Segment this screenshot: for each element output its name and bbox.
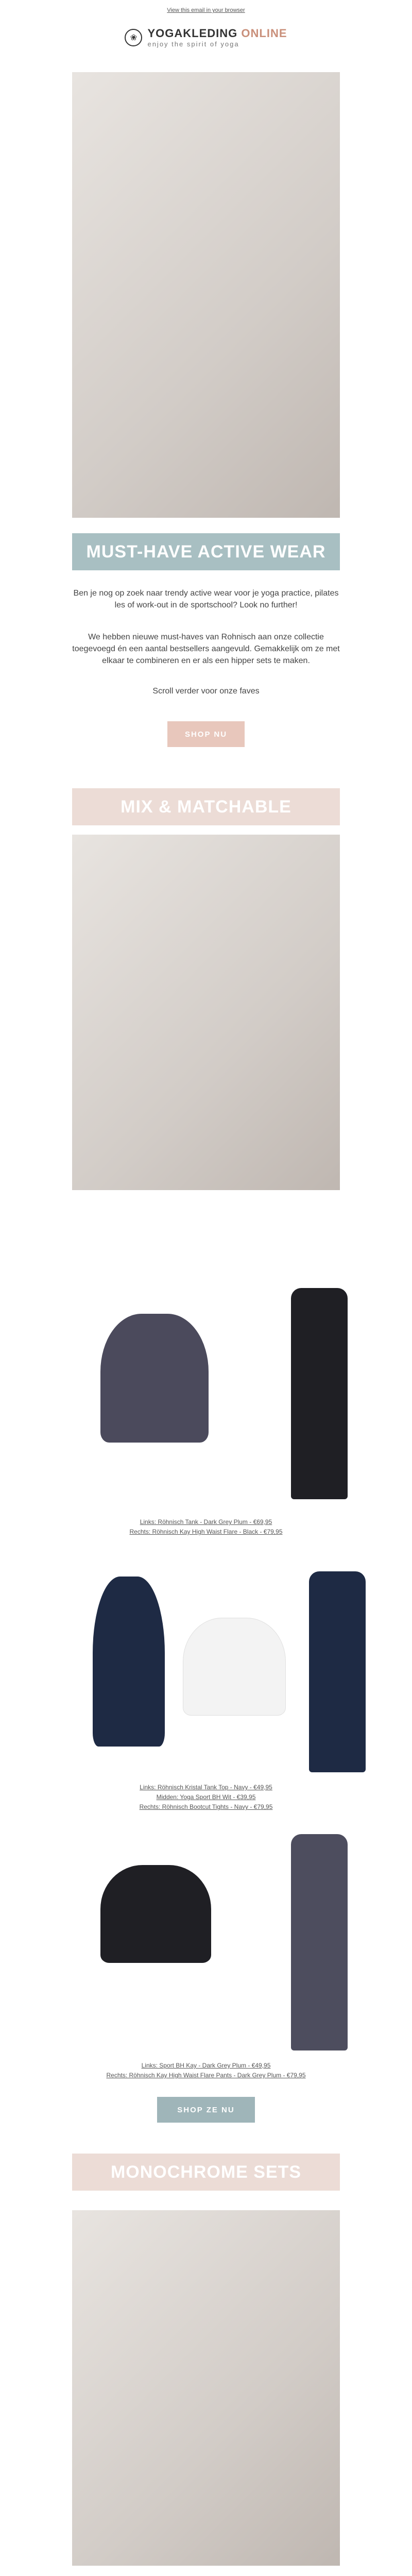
logo-accent: ONLINE: [241, 27, 287, 40]
mix-shop-button[interactable]: SHOP ZE NU: [157, 2097, 255, 2123]
mix-caption-3: [0, 2061, 412, 2080]
hero-paragraph-2: We hebben nieuwe must-haves van Rohnisch aan onze collectie toegevoegd én een aantal bestsellers aangevuld. Gemakkelijk om ze met elkaar te combineren en er als een hipper sets te maken.: [72, 633, 340, 666]
mix-caption-2: [0, 1783, 412, 1812]
logo-tagline: enjoy the spirit of yoga: [147, 40, 239, 48]
product-sport-bra-white[interactable]: [183, 1618, 286, 1716]
logo-main: YOGAKLEDING: [147, 27, 238, 40]
shop-now-button[interactable]: SHOP NU: [167, 721, 245, 747]
mono-banner: MONOCHROME SETS: [72, 2154, 340, 2191]
hero-banner: MUST-HAVE ACTIVE WEAR: [72, 533, 340, 570]
hero-paragraph-3: Scroll verder voor onze faves: [152, 687, 260, 696]
product-tank-navy[interactable]: [93, 1577, 165, 1747]
logo-wordmark: [147, 27, 287, 48]
product-flare-black[interactable]: [291, 1288, 348, 1499]
mix-caption-1b-link[interactable]: Rechts: Röhnisch Kay High Waist Flare - Black - €79,95: [129, 1528, 283, 1536]
mono-lifestyle-photo[interactable]: [72, 2210, 340, 2566]
brand-logo[interactable]: [0, 27, 412, 48]
product-flare-grey-plum[interactable]: [291, 1834, 348, 2050]
product-sport-bra-kay[interactable]: [100, 1865, 211, 1963]
product-bootcut-navy[interactable]: [309, 1571, 366, 1772]
mix-caption-1: [0, 1517, 412, 1537]
mix-caption-3b-link[interactable]: Rechts: Röhnisch Kay High Waist Flare Pants - Dark Grey Plum - €79,95: [106, 2072, 306, 2079]
mix-lifestyle-photo[interactable]: [72, 835, 340, 1190]
hero-photo[interactable]: [72, 72, 340, 518]
mix-caption-2b-link[interactable]: Midden: Yoga Sport BH Wit - €39,95: [156, 1793, 256, 1801]
product-tank-grey-plum[interactable]: [100, 1314, 209, 1443]
hero-paragraph-1: Ben je nog op zoek naar trendy active wear voor je yoga practice, pilates les of work-out in de sportschool? Look no further!: [73, 589, 339, 610]
mix-caption-2a-link[interactable]: Links: Röhnisch Kristal Tank Top - Navy - €49,95: [140, 1784, 272, 1791]
mix-caption-2c-link[interactable]: Rechts: Röhnisch Bootcut Tights - Navy - €79,95: [139, 1803, 273, 1811]
view-in-browser-link[interactable]: View this email in your browser: [167, 7, 245, 13]
mix-caption-1a-link[interactable]: Links: Röhnisch Tank - Dark Grey Plum - €69,95: [140, 1518, 272, 1526]
mix-banner: MIX & MATCHABLE: [72, 788, 340, 825]
mix-caption-3a-link[interactable]: Links: Sport BH Kay - Dark Grey Plum - €49,95: [141, 2062, 271, 2069]
lotus-icon: ❀: [125, 29, 142, 46]
